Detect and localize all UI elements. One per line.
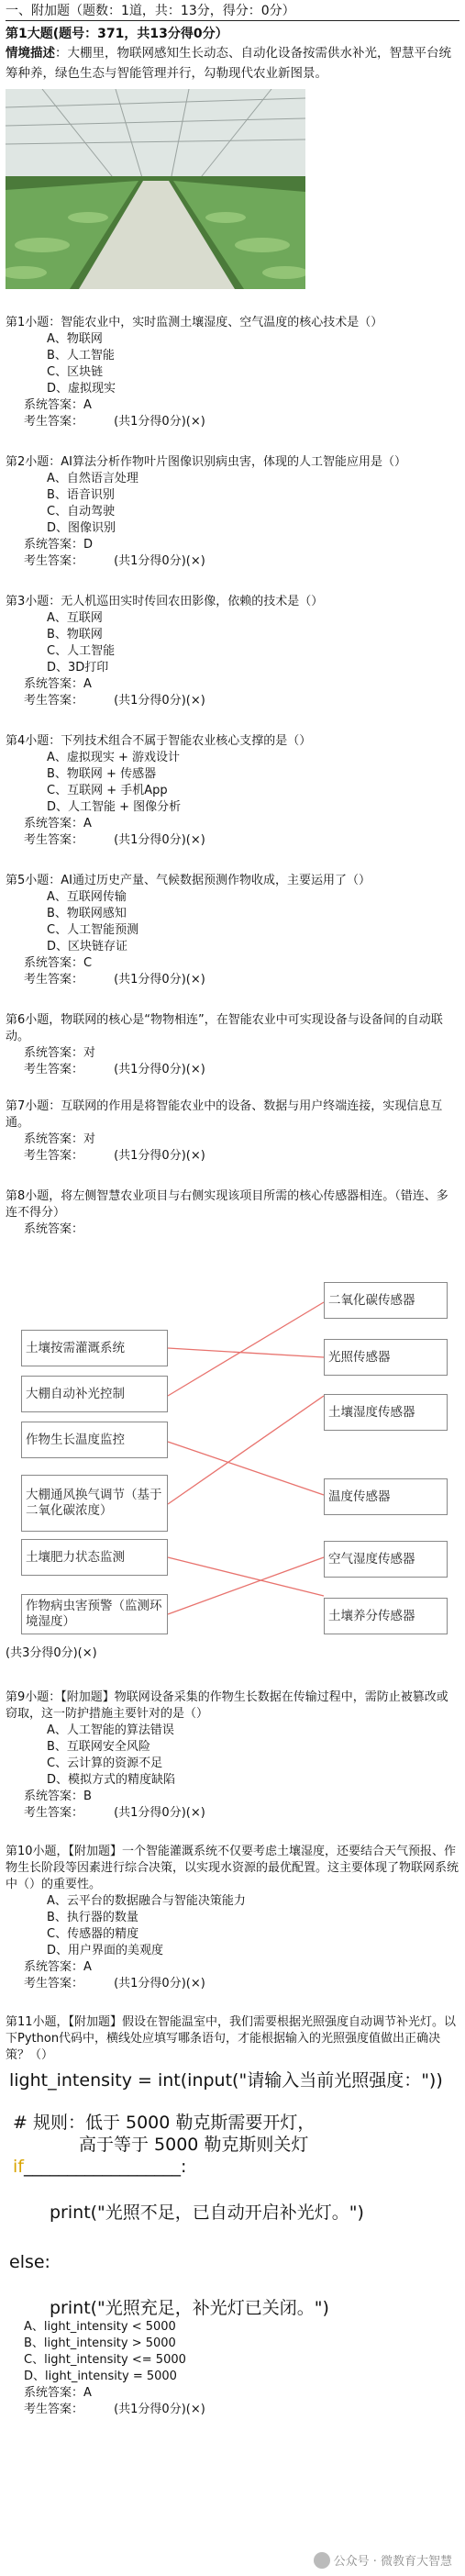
option-b: B、互联网安全风险 <box>47 1740 150 1754</box>
student-answer: 考生答案： <box>24 694 84 708</box>
system-answer: 系统答案：A <box>24 1960 92 1974</box>
option-a: A、云平台的数据融合与智能决策能力 <box>47 1894 246 1908</box>
section-header: 一、附加题（题数：1道，共：13分，得分：0分） <box>6 0 459 21</box>
option-c: C、light_intensity <= 5000 <box>24 2353 186 2367</box>
code-if-line <box>6 2156 459 2178</box>
student-answer: 考生答案： <box>24 554 84 568</box>
option-d: D、模拟方式的精度缺陷 <box>47 1773 176 1787</box>
match-left-item[interactable]: 作物生长温度监控 <box>21 1422 168 1458</box>
question-stem: 第2小题：AI算法分析作物叶片图像识别病虫害，体现的人工智能应用是（） <box>6 455 406 469</box>
match-left-item[interactable]: 土壤肥力状态监测 <box>21 1539 168 1576</box>
code-comment-2: 高于等于 5000 勒克斯则关灯 <box>79 2135 309 2155</box>
if-keyword: if <box>13 2157 24 2177</box>
student-answer-line <box>6 693 459 709</box>
option-a: A、虚拟现实 + 游戏设计 <box>47 751 181 764</box>
option-c: C、传感器的精度 <box>47 1927 139 1941</box>
greenhouse-illustration <box>6 89 305 289</box>
scenario-text: ：大棚里，物联网感知生长动态、自动化设备按需供水补光，智慧平台统筹种养，绿色生态与智能管理并行，勾勒现代农业新图景。 <box>6 46 451 81</box>
option-c: C、人工智能 <box>47 644 116 658</box>
option-b: B、物联网感知 <box>47 907 127 920</box>
system-answer: 系统答案：A <box>24 677 92 691</box>
option-c: C、自动驾驶 <box>47 505 116 519</box>
student-answer: 考生答案： <box>24 1977 84 1991</box>
question-stem: 第7小题：互联网的作用是将智能农业中的设备、数据与用户终端连接，实现信息互通。 <box>6 1099 443 1130</box>
question-stem: 第5小题：AI通过历史产量、气候数据预测作物收成，主要运用了（） <box>6 874 371 887</box>
option-d: D、人工智能 + 图像分析 <box>47 800 182 814</box>
question-2 <box>6 454 459 570</box>
question-stem: 第10小题，【附加题】一个智能灌溉系统不仅要考虑土壤湿度，还要结合天气预报、作物生长阶段等因素进行综合决策，以实现水资源的最优配置。这主要体现了物联网系统中（）的重要性。 <box>6 1845 459 1891</box>
watermark-text: 公众号 · 微教育大智慧 <box>333 2555 452 2569</box>
code-print-2: print("光照充足，补光灯已关闭。") <box>50 2298 329 2318</box>
code-print-1: print("光照不足，已自动开启补光灯。") <box>50 2202 364 2223</box>
option-c: C、云计算的资源不足 <box>47 1756 163 1770</box>
fill-blank: __________________: <box>23 2157 187 2177</box>
option-a: A、互联网传输 <box>47 890 127 904</box>
option-b: B、语音识别 <box>47 488 115 502</box>
option-d: D、区块链存证 <box>47 940 128 953</box>
system-answer: 系统答案：对 <box>24 1132 96 1146</box>
question-8 <box>6 1188 459 1238</box>
student-answer-line <box>6 1062 459 1078</box>
score-line: (共1分得0分)(×) <box>114 1977 205 1991</box>
option-a: A、light_intensity < 5000 <box>24 2320 176 2334</box>
option-c: C、区块链 <box>47 365 104 379</box>
question-list <box>6 315 459 1188</box>
question-stem: 第1小题：智能农业中，实时监测土壤湿度、空气温度的核心技术是（） <box>6 316 383 329</box>
option-c: C、人工智能预测 <box>47 923 139 937</box>
student-answer-line <box>6 553 459 570</box>
option-b: B、人工智能 <box>47 349 115 362</box>
match-right-item[interactable]: 光照传感器 <box>324 1339 448 1376</box>
option-d: D、用户界面的美观度 <box>47 1944 164 1957</box>
wechat-icon <box>314 2552 330 2569</box>
code-line-input: light_intensity = int(input("请输入当前光照强度：")) <box>9 2070 443 2091</box>
system-answer: 系统答案：D <box>24 538 94 552</box>
system-answer: 系统答案：C <box>24 956 93 970</box>
question-9 <box>6 1689 459 1822</box>
match-right-item[interactable]: 温度传感器 <box>324 1478 448 1515</box>
score-line: (共1分得0分)(×) <box>114 415 205 429</box>
match-left-item[interactable]: 大棚通风换气调节（基于二氧化碳浓度） <box>21 1475 168 1532</box>
option-b: B、物联网 <box>47 628 103 641</box>
system-answer: 系统答案：A <box>24 2386 92 2400</box>
score-line: (共1分得0分)(×) <box>114 973 205 987</box>
system-answer: 系统答案：对 <box>24 1046 96 1060</box>
option-b: B、执行器的数量 <box>47 1911 138 1924</box>
student-answer-line <box>6 832 459 849</box>
score-line: (共1分得0分)(×) <box>114 1063 205 1076</box>
option-a: A、自然语言处理 <box>47 472 138 485</box>
student-answer-line <box>6 1976 459 1992</box>
student-answer: 考生答案： <box>24 2403 84 2416</box>
question-group-title: 第1大题(题号：371，共13分得0分） <box>6 27 228 41</box>
system-answer: 系统答案：A <box>24 398 92 412</box>
score-line: (共1分得0分)(×) <box>114 2403 205 2416</box>
option-d: D、3D打印 <box>47 661 109 675</box>
system-answer: 系统答案：B <box>24 1790 92 1803</box>
match-left-item[interactable]: 土壤按需灌溉系统 <box>21 1330 168 1366</box>
score-line: (共1分得0分)(×) <box>114 1806 205 1820</box>
watermark <box>314 2551 452 2569</box>
student-answer: 考生答案： <box>24 973 84 987</box>
question-stem: 第4小题：下列技术组合不属于智能农业核心支撑的是（） <box>6 734 312 748</box>
question-stem: 第8小题，将左侧智慧农业项目与右侧实现该项目所需的核心传感器相连。（错连、多连不得分） <box>6 1189 448 1220</box>
question-8-score <box>6 1645 459 1662</box>
option-d: D、light_intensity = 5000 <box>24 2370 177 2383</box>
option-b: B、物联网 + 传感器 <box>47 767 157 781</box>
question-4 <box>6 733 459 849</box>
student-answer-line <box>6 1148 459 1165</box>
question-stem: 第6小题，物联网的核心是“物物相连”，在智能农业中可实现设备与设备间的自动联动。 <box>6 1013 443 1043</box>
score-line: (共1分得0分)(×) <box>114 554 205 568</box>
question-11 <box>6 2014 459 2418</box>
score-line: (共1分得0分)(×) <box>114 833 205 847</box>
option-a: A、互联网 <box>47 611 103 625</box>
option-d: D、虚拟现实 <box>47 382 116 396</box>
option-b: B、light_intensity > 5000 <box>24 2336 176 2350</box>
question-3 <box>6 594 459 709</box>
student-answer-line <box>6 1805 459 1822</box>
question-stem: 第9小题：【附加题】物联网设备采集的作物生长数据在传输过程中，需防止被篡改或窃取，这一防护措施主要针对的是（） <box>6 1690 448 1721</box>
question-10 <box>6 1844 459 1992</box>
student-answer-line <box>6 972 459 988</box>
score-line: (共3分得0分)(×) <box>6 1646 97 1660</box>
question-6 <box>6 1012 459 1078</box>
question-7 <box>6 1098 459 1165</box>
question-stem: 第3小题：无人机巡田实时传回农田影像，依赖的技术是（） <box>6 595 324 608</box>
question-1 <box>6 315 459 430</box>
match-right-item[interactable]: 土壤湿度传感器 <box>324 1394 448 1431</box>
scenario-description <box>6 43 459 84</box>
student-answer: 考生答案： <box>24 415 84 429</box>
match-right-item[interactable]: 空气湿度传感器 <box>324 1541 448 1578</box>
student-answer-line <box>6 2402 459 2418</box>
code-else-line: else: <box>9 2252 50 2272</box>
match-right-item[interactable]: 土壤养分传感器 <box>324 1598 448 1634</box>
score-line: (共1分得0分)(×) <box>114 694 205 708</box>
code-comment-1: # 规则：低于 5000 勒克斯需要开灯， <box>13 2113 316 2133</box>
scenario-label: 情境描述 <box>6 46 55 61</box>
student-answer: 考生答案： <box>24 1149 84 1163</box>
option-d: D、图像识别 <box>47 521 116 535</box>
student-answer: 考生答案： <box>24 1063 84 1076</box>
match-left-item[interactable]: 作物病虫害预警（监测环境湿度） <box>21 1594 168 1634</box>
student-answer: 考生答案： <box>24 833 84 847</box>
system-answer: 系统答案： <box>24 1222 84 1236</box>
matching-diagram <box>6 1238 461 1642</box>
score-line: (共1分得0分)(×) <box>114 1149 205 1163</box>
question-5 <box>6 873 459 988</box>
system-answer: 系统答案：A <box>24 817 92 831</box>
option-a: A、人工智能的算法错误 <box>47 1723 174 1737</box>
student-answer-line <box>6 414 459 430</box>
match-left-item[interactable]: 大棚自动补光控制 <box>21 1376 168 1412</box>
match-right-item[interactable]: 二氧化碳传感器 <box>324 1282 448 1319</box>
student-answer: 考生答案： <box>24 1806 84 1820</box>
option-a: A、物联网 <box>47 332 103 346</box>
option-c: C、互联网 + 手机App <box>47 784 168 797</box>
question-stem: 第11小题，【附加题】假设在智能温室中，我们需要根据光照强度自动调节补光灯。以下Python代码中，横线处应填写哪条语句，才能根据输入的光照强度值做出正确决策？（） <box>6 2015 457 2062</box>
greenhouse-photo <box>6 89 305 289</box>
